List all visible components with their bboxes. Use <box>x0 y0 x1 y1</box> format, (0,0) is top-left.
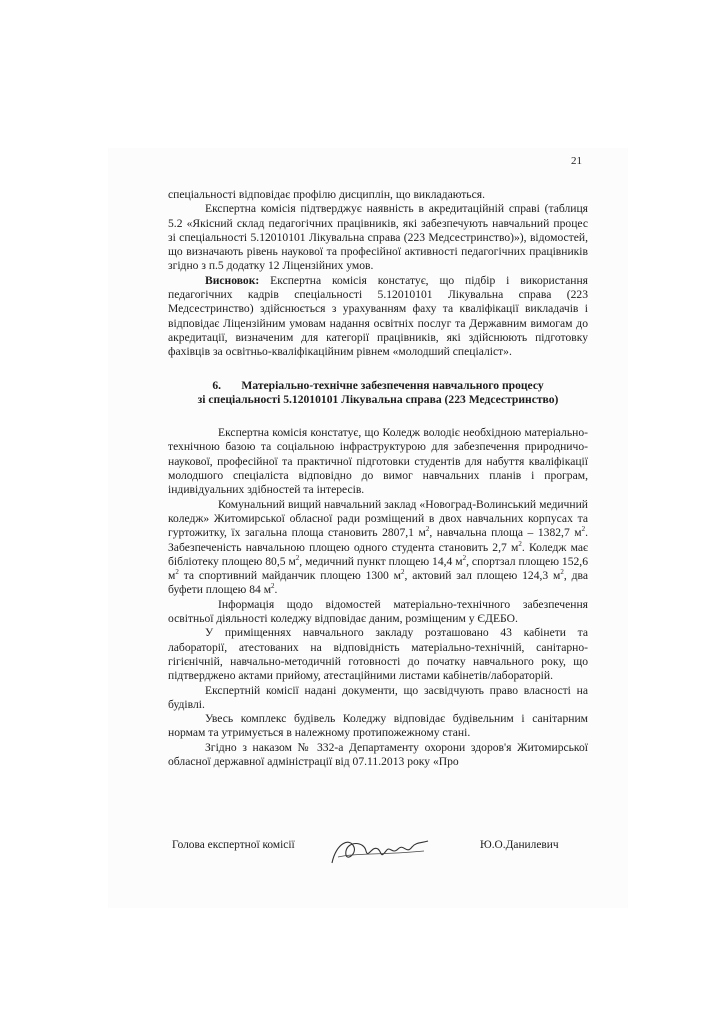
paragraph: Увесь комплекс будівель Коледжу відповідає будівельним і санітарним нормам та утримується в належному протипожежному стані. <box>168 712 588 740</box>
section-number: 6. <box>212 378 222 392</box>
document-body <box>168 188 588 769</box>
section-title-line1: Матеріально-технічне забезпечення навчального процесу <box>241 378 544 392</box>
paragraph: Експертна комісія констатує, що Коледж володіє необхідною матеріально-технічною базою та соціальною інфраструктурою для забезпечення природничо-наукової, професійної та практичної підготовки студентів для набуття кваліфікації молодшого спеціаліста відповідно до вимог навчальних планів і програм, індивідуальних здібностей та інтересів. <box>168 426 588 497</box>
handwritten-signature-icon <box>324 833 434 873</box>
conclusion-text: Експертна комісія констатує, що підбір і використання педагогічних кадрів спеціальності 5.12010101 Лікувальна справа (223 Медсестринство) здійснюється з урахуванням фаху та кваліфікації викладачів і відповідає Ліцензійним умовам надання освітніх послуг та Державним вимогам до акредитації, визначеним для категорії працівників, які здійснюють підготовку фахівців за освітньо-кваліфікаційним рівнем «молодший спеціаліст». <box>168 273 588 359</box>
conclusion-paragraph <box>168 274 588 360</box>
paragraph: У приміщеннях навчального закладу розташовано 43 кабінети та лабораторії, атестованих на відповідність матеріально-технічній, санітарно-гігієнічній, навчально-методичній готовності до початку навчального року, що підтверджено актами прийому, атестаційними листами кабінетів/лабораторій. <box>168 626 588 683</box>
section-heading <box>168 379 588 393</box>
paragraph: спеціальності відповідає профілю дисциплін, що викладаються. <box>168 188 485 201</box>
section-title-line2: зі спеціальності 5.12010101 Лікувальна справа (223 Медсестринство) <box>197 392 559 406</box>
paragraph: Згідно з наказом № 332-а Департаменту охорони здоров'я Житомирської обласної державної адміністрації від 07.11.2013 року «Про <box>168 740 588 768</box>
page-number: 21 <box>571 155 582 167</box>
signatory-name: Ю.О.Данилевич <box>480 839 559 851</box>
paragraph: Експертній комісії надані документи, що засвідчують право власності на будівлі. <box>168 683 588 711</box>
paragraph: Інформація щодо відомостей матеріально-технічного забезпечення освітньої діяльності коледжу відповідає даним, розміщеним у ЄДЕБО. <box>168 597 588 626</box>
conclusion-label: Висновок: <box>205 273 260 287</box>
signature-label: Голова експертної комісії <box>172 839 295 851</box>
signature-block <box>172 835 592 875</box>
paragraph-areas: Комунальний вищий навчальний заклад «Новоград-Волинський медичний коледж» Житомирської обласної ради розміщений в двох навчальних корпусах та гуртожитку, їх загальна площа становить 2807,1 $м^2$, навчальна площа – 1382,7 $м^2$. Забезпеченість навчальною площею одного студента становить 2,7 $м^2$. Коледж має бібліотеку площею 80,5 $м^2$, медичний пункт площею 14,4 $м^2$, спортзал площею 152,6 $м^2$ та спортивний майданчик площею 1300 $м^2$, актовий зал площею 124,3 $м^2$, два буфети площею 84 $м^2$. <box>168 497 589 597</box>
paragraph: Експертна комісія підтверджує наявність в акредитаційній справі (таблиця 5.2 «Якісний склад педагогічних працівників, які забезпечують навчальний процес зі спеціальності 5.12010101 Лікувальна справа (223 Медсестринство)»), відомостей, що визначають рівень наукової та професійної активності педагогічних працівників згідно з п.5 додатку 12 Ліцензійних умов. <box>168 202 588 273</box>
